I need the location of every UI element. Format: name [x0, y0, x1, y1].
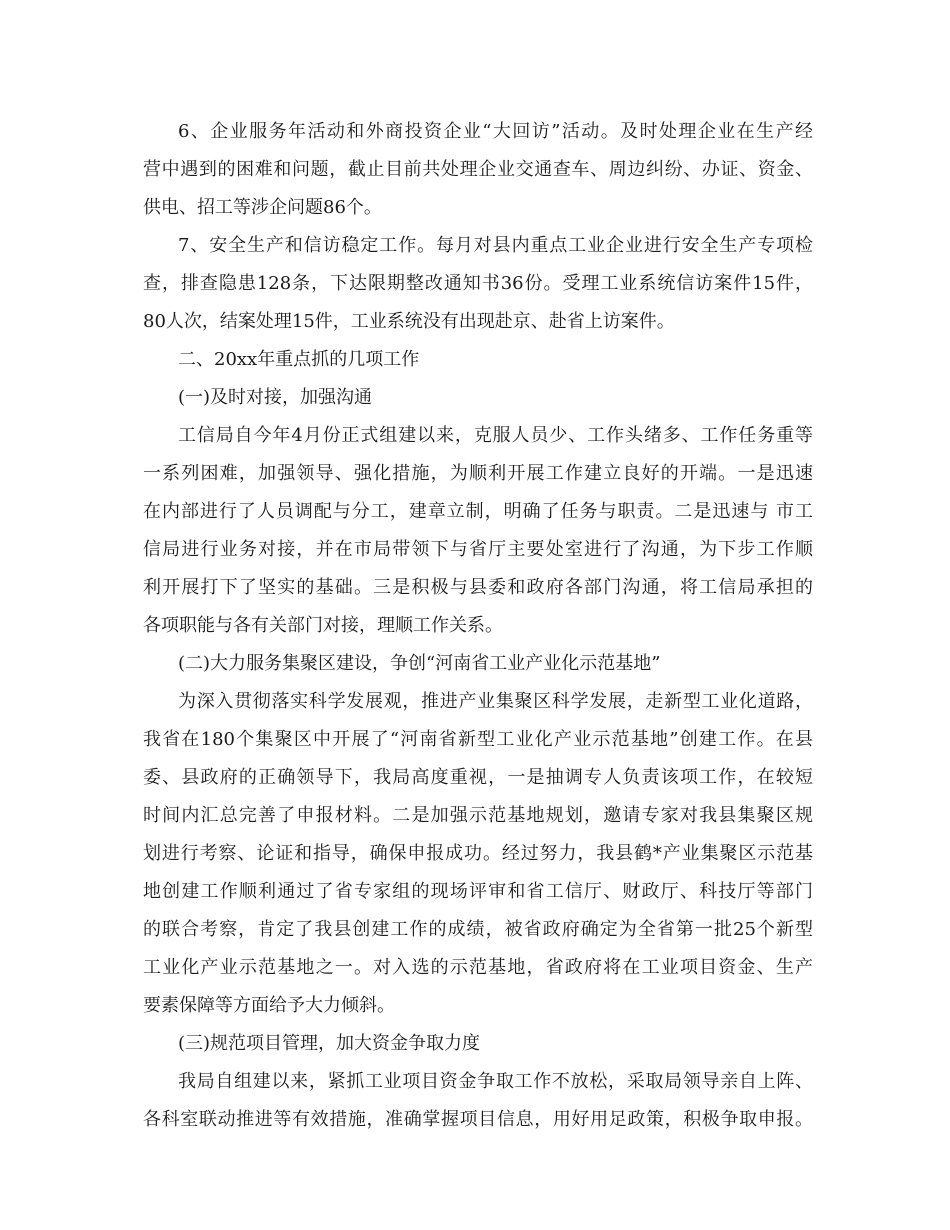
paragraph-line: 委、县政府的正确领导下，我局高度重视，一是抽调专人负责该项工作，在较短 — [143, 767, 813, 788]
subsection-heading: (一)及时对接，加强沟通 — [178, 387, 373, 408]
paragraph-line: 信局进行业务对接，并在市局带领下与省厅主要处室进行了沟通，为下步工作顺 — [143, 539, 813, 560]
subsection-heading: (二)大力服务集聚区建设，争创“河南省工业产业化示范基地” — [178, 653, 661, 674]
paragraph-line: 各项职能与各有关部门对接，理顺工作关系。 — [143, 615, 503, 636]
paragraph-line: 为深入贯彻落实科学发展观，推进产业集聚区科学发展，走新型工业化道路， — [178, 691, 813, 712]
paragraph-line: 工信局自今年4月份正式组建以来，克服人员少、工作头绪多、工作任务重等 — [178, 425, 813, 446]
section-heading: 二、20xx年重点抓的几项工作 — [178, 349, 420, 370]
paragraph-line: 时间内汇总完善了申报材料。二是加强示范基地规划，邀请专家对我县集聚区规 — [143, 805, 813, 826]
paragraph-line: 在内部进行了人员调配与分工，建章立制，明确了任务与职责。二是迅速与 市工 — [143, 501, 813, 522]
paragraph-line: 我局自组建以来，紧抓工业项目资金争取工作不放松，采取局领导亲自上阵、 — [178, 1071, 813, 1092]
paragraph-line: 各科室联动推进等有效措施，准确掌握项目信息，用好用足政策，积极争取申报。 — [143, 1109, 813, 1130]
paragraph-line: 的联合考察，肯定了我县创建工作的成绩，被省政府确定为全省第一批25个新型 — [143, 919, 813, 940]
paragraph-line: 地创建工作顺利通过了省专家组的现场评审和省工信厅、财政厅、科技厅等部门 — [143, 881, 813, 902]
paragraph-line: 7、安全生产和信访稳定工作。每月对县内重点工业企业进行安全生产专项检 — [178, 235, 813, 256]
paragraph-line: 一系列困难，加强领导、强化措施，为顺利开展工作建立良好的开端。一是迅速 — [143, 463, 813, 484]
subsection-heading: (三)规范项目管理，加大资金争取力度 — [178, 1033, 481, 1054]
paragraph-line: 利开展打下了坚实的基础。三是积极与县委和政府各部门沟通，将工信局承担的 — [143, 577, 813, 598]
paragraph-line: 划进行考察、论证和指导，确保申报成功。经过努力，我县鹤*产业集聚区示范基 — [143, 843, 813, 864]
paragraph-line: 查，排查隐患128条，下达限期整改通知书36份。受理工业系统信访案件15件， — [143, 273, 813, 294]
paragraph-line: 供电、招工等涉企问题86个。 — [143, 197, 382, 218]
paragraph-line: 营中遇到的困难和问题，截止目前共处理企业交通查车、周边纠纷、办证、资金、 — [143, 159, 813, 180]
paragraph-line: 工业化产业示范基地之一。对入选的示范基地，省政府将在工业项目资金、生产 — [143, 957, 813, 978]
paragraph-line: 80人次，结案处理15件，工业系统没有出现赴京、赴省上访案件。 — [143, 311, 675, 332]
paragraph-line: 要素保障等方面给予大力倾斜。 — [143, 995, 395, 1016]
paragraph-line: 我省在180个集聚区中开展了“河南省新型工业化产业示范基地”创建工作。在县 — [143, 729, 813, 750]
paragraph-line: 6、企业服务年活动和外商投资企业“大回访”活动。及时处理企业在生产经 — [178, 121, 813, 142]
